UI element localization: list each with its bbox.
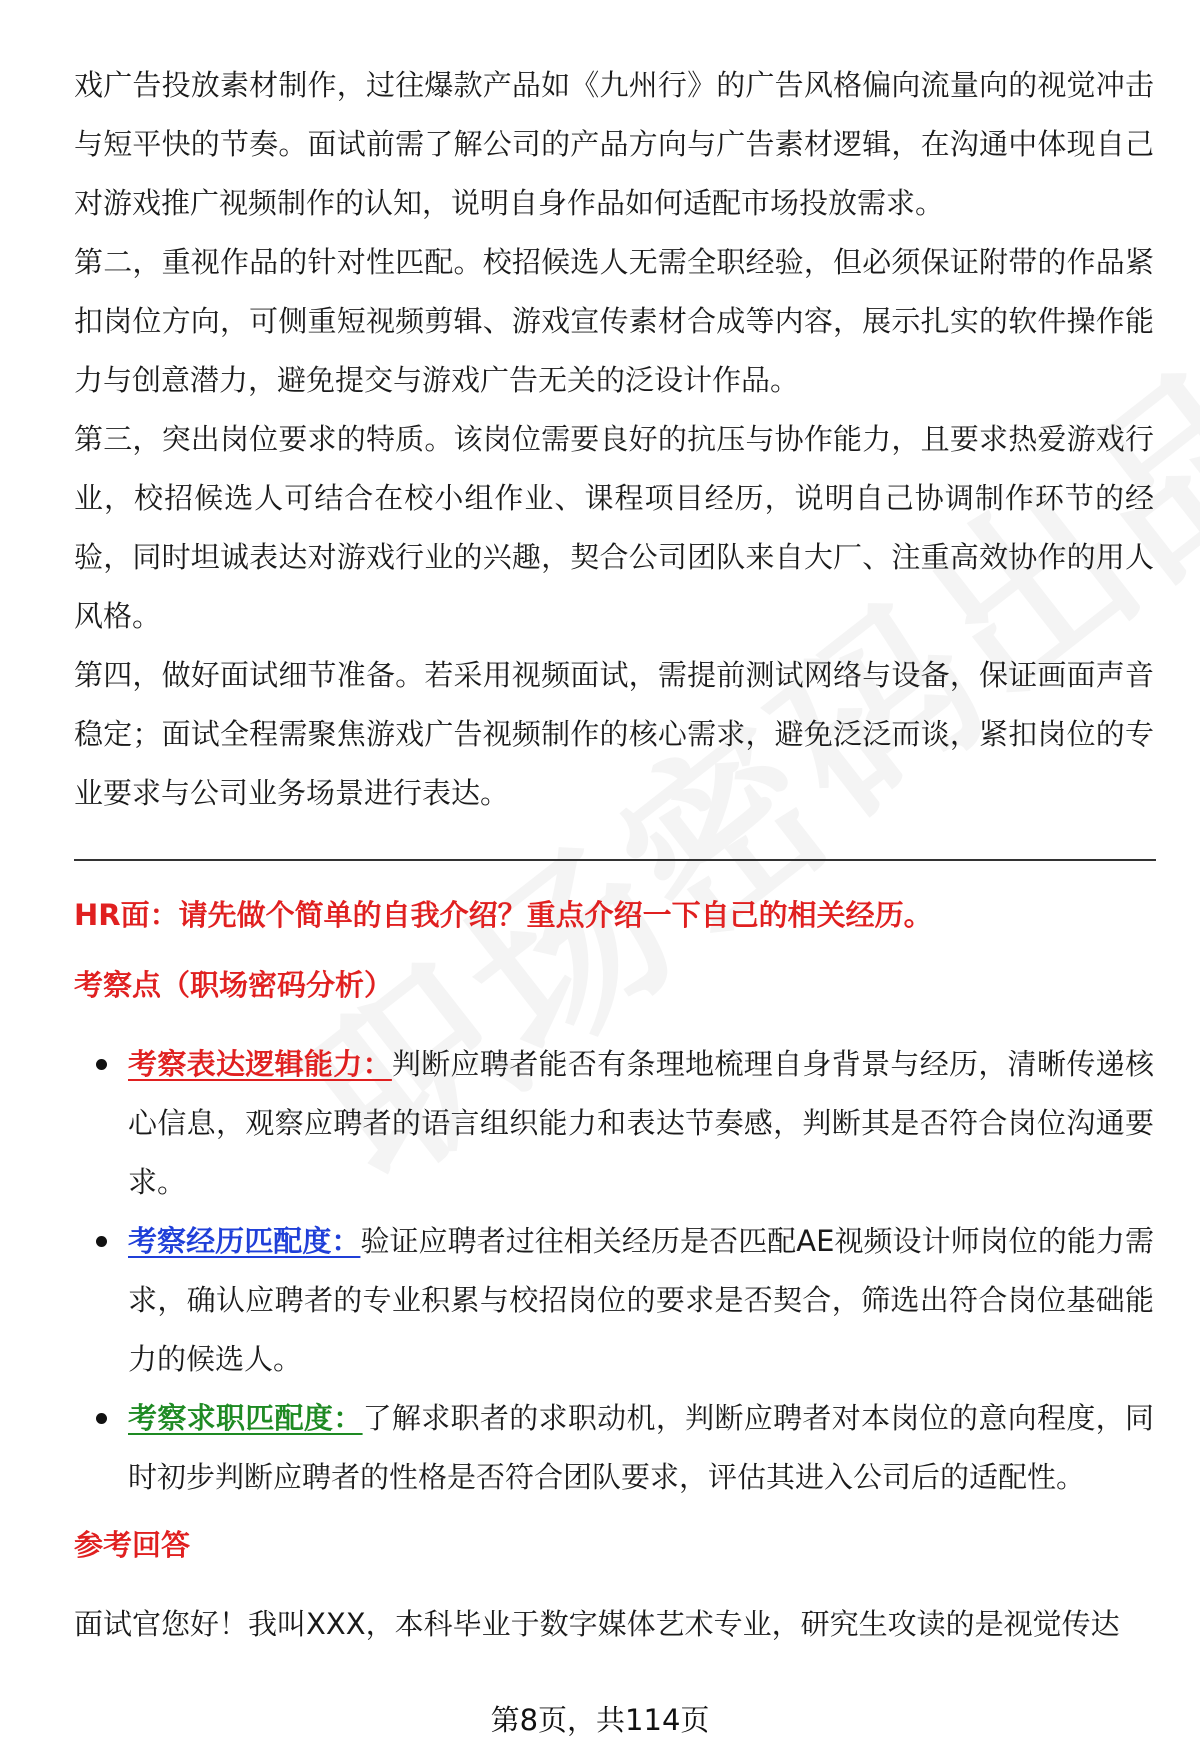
paragraph-continuation: 戏广告投放素材制作，过往爆款产品如《九州行》的广告风格偏向流量向的视觉冲击与短平快的节奏。面试前需了解公司的产品方向与广告素材逻辑，在沟通中体现自己对游戏推广视频制作的认知，说明自身作品如何适配市场投放需求。 [74, 68, 1154, 220]
answer-text: 面试官您好！我叫XXX，本科毕业于数字媒体艺术专业，研究生攻读的是视觉传达 [74, 1607, 1120, 1641]
bullet-icon [96, 1236, 107, 1247]
point-text-job-fit: 了解求职者的求职动机，判断应聘者对本岗位的意向程度，同时初步判断应聘者的性格是否符合团队要求，评估其进入公司后的适配性。 [128, 1401, 1154, 1494]
interview-question: HR面：请先做个简单的自我介绍？重点介绍一下自己的相关经历。 [74, 898, 933, 932]
list-item [74, 1035, 1154, 1212]
analysis-points-list [74, 1035, 1154, 1507]
paragraph-point-four: 第四，做好面试细节准备。若采用视频面试，需提前测试网络与设备，保证画面声音稳定；面试全程需聚焦游戏广告视频制作的核心需求，避免泛泛而谈，紧扣岗位的专业要求与公司业务场景进行表达。 [74, 658, 1154, 810]
paragraph-point-three: 第三，突出岗位要求的特质。该岗位需要良好的抗压与协作能力，且要求热爱游戏行业，校招候选人可结合在校小组作业、课程项目经历，说明自己协调制作环节的经验，同时坦诚表达对游戏行业的兴趣，契合公司团队来自大厂、注重高效协作的用人风格。 [74, 422, 1154, 633]
bullet-icon [96, 1413, 107, 1424]
point-text-experience: 验证应聘者过往相关经历是否匹配AE视频设计师岗位的能力需求，确认应聘者的专业积累与校招岗位的要求是否契合，筛选出符合岗位基础能力的候选人。 [128, 1224, 1154, 1376]
page-content [74, 56, 1154, 1654]
answer-heading: 参考回答 [74, 1528, 191, 1562]
paragraph-point-two: 第二，重视作品的针对性匹配。校招候选人无需全职经验，但必须保证附带的作品紧扣岗位方向，可侧重短视频剪辑、游戏宣传素材合成等内容，展示扎实的软件操作能力与创意潜力，避免提交与游戏广告无关的泛设计作品。 [74, 245, 1154, 397]
section-divider [74, 859, 1156, 861]
page-number: 第8页，共114页 [490, 1703, 710, 1737]
point-keyword-job-fit: 考察求职匹配度： [128, 1401, 363, 1435]
list-item [74, 1212, 1154, 1389]
list-item [74, 1389, 1154, 1507]
point-keyword-logic: 考察表达逻辑能力： [128, 1047, 392, 1081]
point-text-logic: 判断应聘者能否有条理地梳理自身背景与经历，清晰传递核心信息，观察应聘者的语言组织能力和表达节奏感，判断其是否符合岗位沟通要求。 [128, 1047, 1154, 1199]
analysis-heading: 考察点（职场密码分析） [74, 968, 394, 1002]
bullet-icon [96, 1059, 107, 1070]
point-keyword-experience: 考察经历匹配度： [128, 1224, 361, 1258]
